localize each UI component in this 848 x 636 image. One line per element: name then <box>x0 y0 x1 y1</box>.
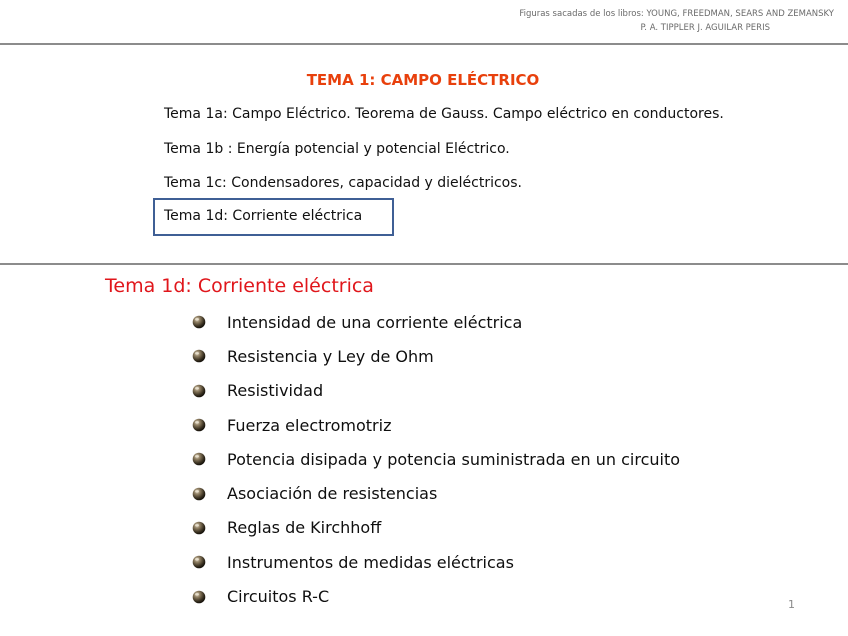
bullet-list <box>192 305 680 614</box>
section-heading: Tema 1d: Corriente eléctrica <box>105 275 374 297</box>
list-item-label: Fuerza electromotriz <box>227 415 392 435</box>
list-item-label: Intensidad de una corriente eléctrica <box>227 312 523 332</box>
sphere-bullet-icon <box>192 452 206 466</box>
list-item <box>192 511 680 545</box>
topic-1b: Tema 1b : Energía potencial y potencial Eléctrico. <box>164 141 510 157</box>
sphere-bullet-icon <box>192 384 206 398</box>
list-item <box>192 442 680 476</box>
list-item <box>192 339 680 373</box>
top-divider <box>0 43 848 45</box>
topic-1c: Tema 1c: Condensadores, capacidad y dieléctricos. <box>164 175 522 191</box>
sphere-bullet-icon <box>192 418 206 432</box>
credits-line-2: P. A. TIPPLER J. AGUILAR PERIS <box>640 23 770 33</box>
list-item <box>192 374 680 408</box>
list-item <box>192 476 680 510</box>
list-item-label: Potencia disipada y potencia suministrada en un circuito <box>227 449 681 469</box>
list-item-label: Reglas de Kirchhoff <box>227 518 382 538</box>
list-item-label: Asociación de resistencias <box>227 484 438 504</box>
topic-1a: Tema 1a: Campo Eléctrico. Teorema de Gauss. Campo eléctrico en conductores. <box>164 106 724 122</box>
credits-line-1: Figuras sacadas de los libros: YOUNG, FREEDMAN, SEARS AND ZEMANSKY <box>519 9 834 19</box>
main-title: TEMA 1: CAMPO ELÉCTRICO <box>306 71 540 89</box>
sphere-bullet-icon <box>192 487 206 501</box>
sphere-bullet-icon <box>192 521 206 535</box>
sphere-bullet-icon <box>192 590 206 604</box>
list-item-label: Resistencia y Ley de Ohm <box>227 346 434 366</box>
page-number: 1 <box>788 598 795 611</box>
section-divider <box>0 263 848 265</box>
list-item <box>192 408 680 442</box>
list-item <box>192 305 680 339</box>
sphere-bullet-icon <box>192 555 206 569</box>
list-item <box>192 545 680 579</box>
topic-1d: Tema 1d: Corriente eléctrica <box>164 208 363 224</box>
credits <box>414 7 834 35</box>
sphere-bullet-icon <box>192 315 206 329</box>
list-item-label: Circuitos R-C <box>227 587 330 607</box>
list-item-label: Instrumentos de medidas eléctricas <box>227 552 514 572</box>
list-item <box>192 579 680 613</box>
sphere-bullet-icon <box>192 349 206 363</box>
list-item-label: Resistividad <box>227 381 324 401</box>
